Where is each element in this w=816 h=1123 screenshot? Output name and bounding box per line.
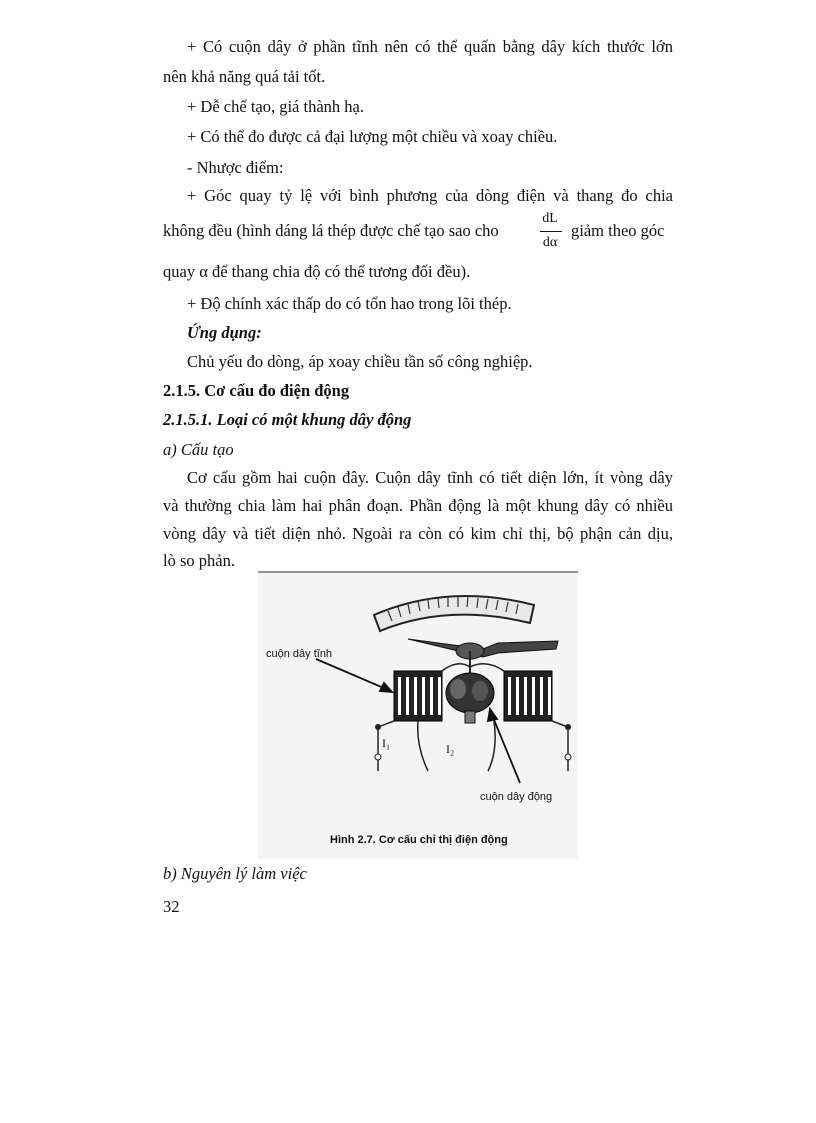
paragraph-line: và thường chia làm hai phân đoạn. Phần động là một khung dây có nhiều (163, 496, 673, 515)
terminal-icon (565, 754, 571, 760)
label-moving-coil: cuộn dây động (480, 791, 553, 803)
text-line: - Nhược điểm: (187, 158, 284, 177)
terminal-icon (375, 724, 381, 730)
static-coil-right-icon (504, 671, 552, 721)
fraction-denominator: dα (542, 235, 558, 250)
subheading-structure: a) Cấu tạo (163, 440, 234, 459)
paragraph-line: Cơ cấu gồm hai cuộn đây. Cuộn dây tĩnh có tiết diện lớn, ít vòng dây (187, 468, 673, 487)
figure-electrodynamic-mechanism (258, 571, 578, 859)
section-heading: 2.1.5. Cơ cấu đo điện động (163, 381, 350, 400)
label-current-i1: I₁ (382, 736, 391, 750)
text-line: Chủ yếu đo dòng, áp xoay chiều tần số công nghiệp. (187, 352, 533, 371)
fraction-numerator: dL (542, 211, 558, 226)
subsection-heading: 2.1.5.1. Loại có một khung dây động (163, 410, 412, 429)
static-coil-left-icon (394, 671, 442, 721)
text-line: + Có cuộn dây ở phần tĩnh nên có thể quấn bằng dây kích thước lớn (187, 37, 673, 56)
text-line: + Độ chính xác thấp do có tổn hao trong lõi thép. (187, 294, 512, 313)
text-line: + Dễ chế tạo, giá thành hạ. (187, 97, 364, 116)
subheading-application: Ứng dụng: (187, 323, 262, 342)
terminal-icon (375, 754, 381, 760)
page-number: 32 (163, 897, 180, 916)
fraction-bar (540, 231, 562, 232)
text-line: giảm theo góc (571, 221, 665, 240)
text-line: + Có thể đo được cả đại lượng một chiều và xoay chiều. (187, 127, 558, 146)
text-line: nên khả năng quá tải tốt. (163, 67, 326, 86)
paragraph-line: vòng dây và tiết diện nhỏ. Ngoài ra còn có kim chỉ thị, bộ phận cản dịu, (163, 524, 673, 543)
paragraph-line: lò so phản. (163, 551, 235, 570)
text-line: quay α để thang chia độ có thể tương đối đều). (163, 262, 471, 281)
text-line: không đều (hình dáng lá thép được chế tạo sao cho (163, 221, 499, 240)
label-current-i2: I₂ (446, 742, 455, 756)
mechanism-diagram (258, 571, 578, 859)
text-line: + Góc quay tỷ lệ với bình phương của dòng điện và thang đo chia (187, 186, 673, 205)
figure-caption: Hình 2.7. Cơ cấu chỉ thị điện động (330, 834, 508, 846)
terminal-icon (565, 724, 571, 730)
subheading-principle: b) Nguyên lý làm việc (163, 864, 307, 883)
label-static-coil: cuộn dây tĩnh (266, 648, 333, 660)
